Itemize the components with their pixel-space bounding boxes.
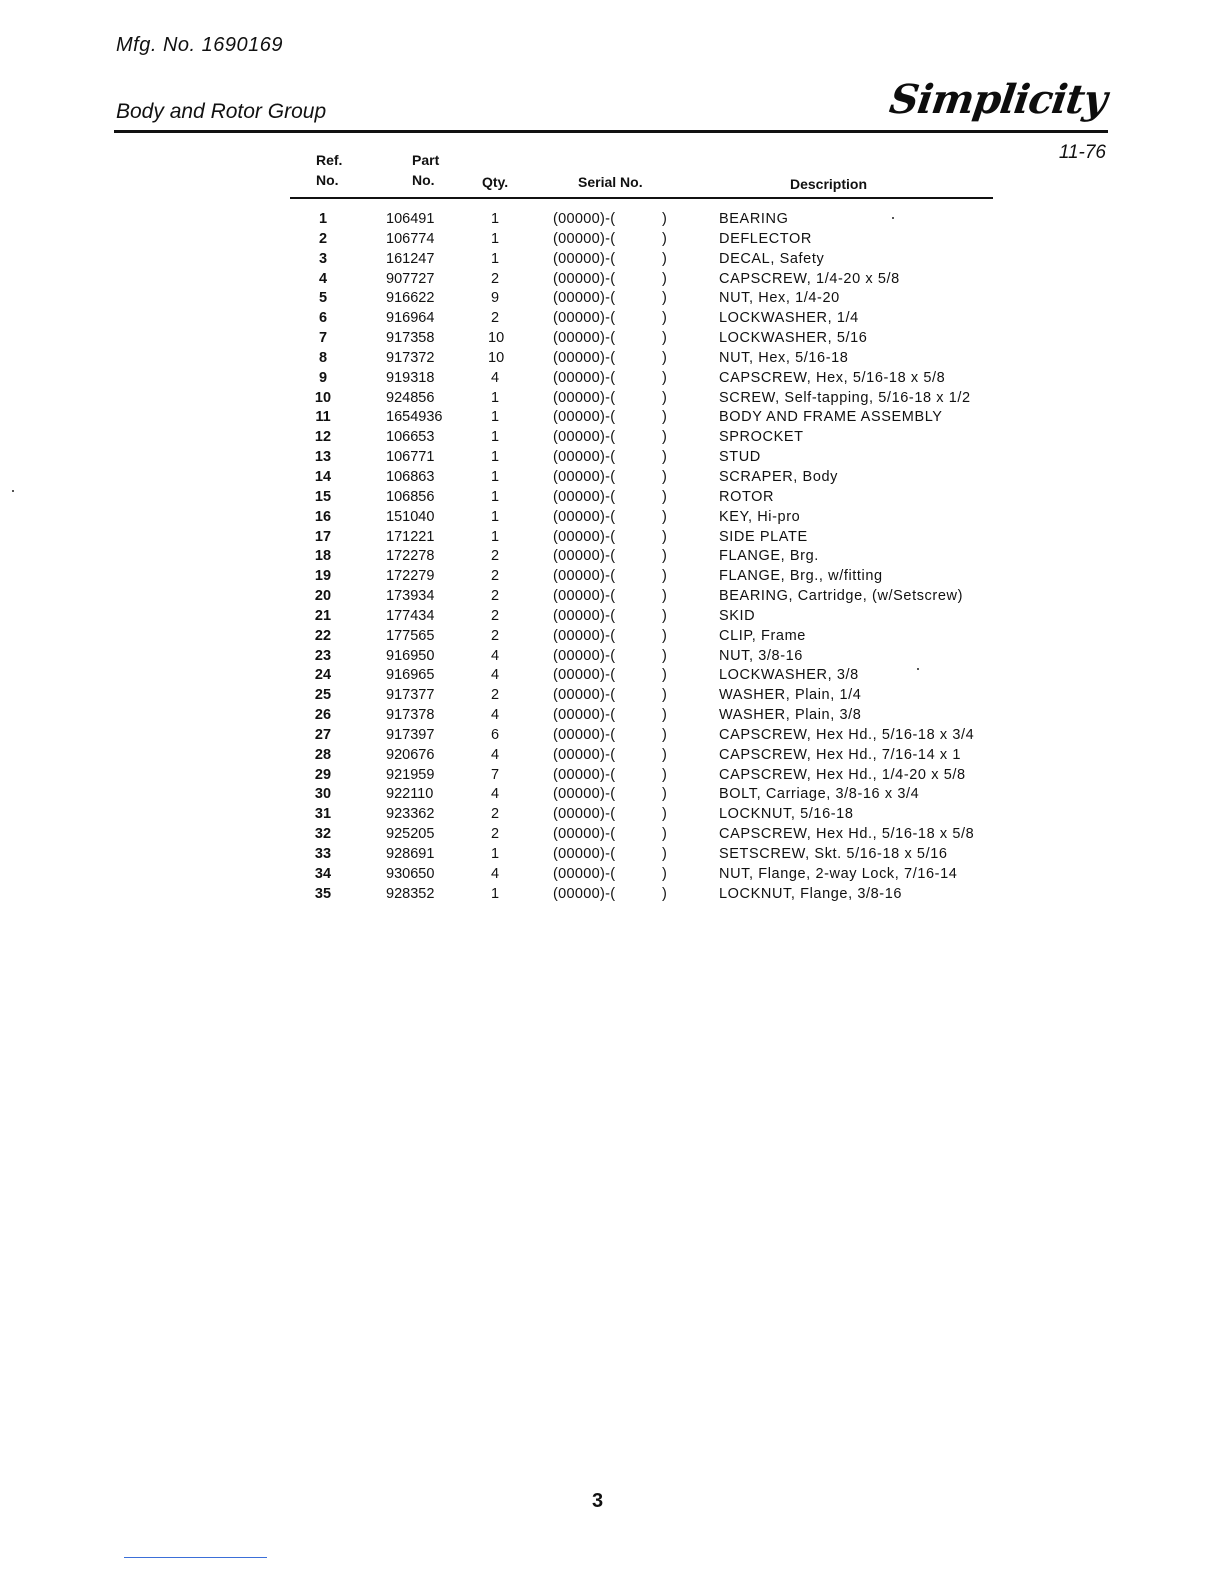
serial-number: (00000)-( [553, 667, 616, 684]
serial-number: (00000)-( [553, 766, 616, 783]
part-number: 172279 [386, 568, 435, 585]
description: SETSCREW, Skt. 5/16-18 x 5/16 [719, 846, 948, 862]
serial-number: (00000)-( [553, 865, 616, 882]
table-row [0, 586, 1224, 606]
ref-number: 12 [314, 429, 332, 446]
part-number: 151040 [386, 508, 435, 525]
serial-number: (00000)-( [553, 548, 616, 565]
column-header-description: Description [790, 176, 868, 192]
part-number: 917377 [386, 687, 435, 704]
quantity: 2 [490, 627, 500, 644]
serial-bracket: ) [662, 726, 667, 743]
description: DECAL, Safety [719, 250, 825, 267]
ref-number: 20 [314, 588, 332, 605]
part-number: 172278 [386, 548, 435, 565]
part-number: 916950 [386, 647, 435, 664]
table-row [0, 487, 1224, 507]
table-row [0, 705, 1224, 725]
ref-number: 7 [318, 330, 328, 347]
serial-bracket: ) [662, 230, 667, 247]
serial-number: (00000)-( [553, 369, 616, 386]
serial-number: (00000)-( [553, 429, 616, 446]
header-rule [114, 130, 1108, 133]
description: LOCKWASHER, 5/16 [719, 330, 868, 347]
column-header-rule [290, 197, 993, 199]
part-number: 922110 [386, 786, 434, 803]
description: CAPSCREW, Hex Hd., 7/16-14 x 1 [719, 746, 962, 763]
part-number: 106771 [386, 449, 435, 466]
quantity: 1 [490, 429, 500, 446]
serial-number: (00000)-( [553, 647, 616, 664]
ref-number: 14 [314, 468, 332, 485]
serial-bracket: ) [662, 349, 667, 366]
table-row [0, 784, 1224, 804]
ref-number: 26 [314, 707, 332, 724]
part-number: 928691 [386, 846, 435, 862]
part-number: 106653 [386, 429, 435, 446]
description: BODY AND FRAME ASSEMBLY [719, 409, 943, 426]
ref-number: 25 [314, 687, 332, 704]
table-row [0, 844, 1224, 864]
description: CAPSCREW, Hex Hd., 5/16-18 x 5/8 [719, 826, 975, 843]
ref-number: 9 [318, 369, 328, 386]
ref-number: 31 [314, 806, 332, 823]
serial-number: (00000)-( [553, 211, 616, 227]
part-number: 1654936 [386, 409, 443, 426]
ref-number: 30 [314, 786, 332, 803]
quantity: 4 [490, 667, 500, 684]
serial-bracket: ) [662, 806, 667, 823]
serial-number: (00000)-( [553, 826, 616, 843]
description: SCRAPER, Body [719, 468, 839, 485]
serial-bracket: ) [662, 786, 667, 803]
column-header-serial: Serial No. [578, 174, 643, 190]
table-row [0, 824, 1224, 844]
part-number: 923362 [386, 806, 435, 823]
quantity: 1 [490, 389, 500, 406]
quantity: 1 [490, 409, 500, 426]
quantity: 1 [490, 449, 500, 466]
ref-number: 16 [314, 508, 332, 525]
serial-bracket: ) [662, 746, 667, 763]
table-row [0, 864, 1224, 884]
scan-speck [892, 217, 894, 219]
part-number: 177434 [386, 607, 435, 624]
ref-number: 18 [314, 548, 332, 565]
column-header-ref-line1: Ref. [316, 152, 343, 168]
serial-bracket: ) [662, 865, 667, 882]
part-number: 177565 [386, 627, 435, 644]
quantity: 2 [490, 687, 500, 704]
part-number: 917378 [386, 707, 435, 724]
serial-bracket: ) [662, 468, 667, 485]
description: SKID [719, 607, 756, 624]
table-row [0, 546, 1224, 566]
part-number: 171221 [386, 528, 435, 545]
quantity: 1 [490, 250, 500, 267]
quantity: 2 [490, 270, 500, 287]
serial-number: (00000)-( [553, 687, 616, 704]
quantity: 4 [490, 707, 500, 724]
quantity: 2 [490, 806, 500, 823]
serial-number: (00000)-( [553, 330, 616, 347]
description: CAPSCREW, Hex, 5/16-18 x 5/8 [719, 369, 946, 386]
column-header-ref-line2: No. [316, 172, 339, 188]
ref-number: 15 [314, 488, 332, 505]
table-row [0, 388, 1224, 408]
description: NUT, Hex, 1/4-20 [719, 290, 840, 307]
description: LOCKWASHER, 3/8 [719, 667, 859, 684]
serial-number: (00000)-( [553, 449, 616, 466]
quantity: 2 [490, 588, 500, 605]
part-number: 907727 [386, 270, 435, 287]
serial-number: (00000)-( [553, 846, 616, 862]
serial-number: (00000)-( [553, 310, 616, 327]
serial-bracket: ) [662, 667, 667, 684]
description: LOCKNUT, Flange, 3/8-16 [719, 885, 903, 902]
part-number: 106863 [386, 468, 435, 485]
ref-number: 2 [318, 230, 328, 247]
quantity: 4 [490, 746, 500, 763]
serial-number: (00000)-( [553, 389, 616, 406]
serial-bracket: ) [662, 250, 667, 267]
table-row [0, 725, 1224, 745]
serial-bracket: ) [662, 508, 667, 525]
ref-number: 4 [318, 270, 328, 287]
quantity: 1 [490, 528, 500, 545]
part-number: 916622 [386, 290, 435, 307]
table-row [0, 328, 1224, 348]
quantity: 4 [490, 865, 500, 882]
quantity: 9 [490, 290, 500, 307]
quantity: 2 [490, 548, 500, 565]
ref-number: 10 [314, 389, 332, 406]
serial-bracket: ) [662, 429, 667, 446]
ref-number: 22 [314, 627, 332, 644]
description: NUT, Hex, 5/16-18 [719, 349, 849, 366]
ref-number: 27 [314, 726, 332, 743]
serial-bracket: ) [662, 826, 667, 843]
part-number: 917397 [386, 726, 435, 743]
part-number: 925205 [386, 826, 435, 843]
quantity: 1 [490, 230, 500, 247]
description: FLANGE, Brg. [719, 548, 819, 565]
description: BEARING [719, 211, 789, 227]
serial-number: (00000)-( [553, 250, 616, 267]
serial-bracket: ) [662, 588, 667, 605]
serial-number: (00000)-( [553, 568, 616, 585]
description: CAPSCREW, 1/4-20 x 5/8 [719, 270, 900, 287]
description: SPROCKET [719, 429, 804, 446]
quantity: 1 [490, 508, 500, 525]
serial-bracket: ) [662, 548, 667, 565]
serial-number: (00000)-( [553, 488, 616, 505]
table-row [0, 467, 1224, 487]
description: STUD [719, 449, 761, 466]
ref-number: 32 [314, 826, 332, 843]
part-number: 106491 [386, 211, 435, 227]
quantity: 1 [490, 468, 500, 485]
table-row [0, 566, 1224, 586]
serial-number: (00000)-( [553, 230, 616, 247]
serial-bracket: ) [662, 687, 667, 704]
quantity: 1 [490, 488, 500, 505]
part-number: 173934 [386, 588, 435, 605]
footer-line [124, 1557, 267, 1558]
description: CAPSCREW, Hex Hd., 1/4-20 x 5/8 [719, 766, 966, 783]
column-header-qty: Qty. [482, 174, 509, 190]
table-row [0, 646, 1224, 666]
table-row [0, 884, 1224, 904]
quantity: 1 [490, 211, 500, 227]
serial-number: (00000)-( [553, 707, 616, 724]
brand-logo: Simplicity [886, 76, 1110, 123]
serial-bracket: ) [662, 707, 667, 724]
column-header-part-line1: Part [412, 152, 440, 168]
description: DEFLECTOR [719, 230, 812, 247]
quantity: 2 [490, 568, 500, 585]
table-row [0, 229, 1224, 249]
part-number: 930650 [386, 865, 435, 882]
part-number: 106774 [386, 230, 435, 247]
part-number: 161247 [386, 250, 435, 267]
serial-number: (00000)-( [553, 468, 616, 485]
description: KEY, Hi-pro [719, 508, 801, 525]
ref-number: 24 [314, 667, 332, 684]
column-header-part [412, 150, 439, 190]
quantity: 2 [490, 310, 500, 327]
serial-bracket: ) [662, 627, 667, 644]
serial-bracket: ) [662, 449, 667, 466]
serial-number: (00000)-( [553, 885, 616, 902]
ref-number: 1 [318, 211, 328, 227]
table-row [0, 308, 1224, 328]
table-row [0, 507, 1224, 527]
serial-bracket: ) [662, 389, 667, 406]
serial-bracket: ) [662, 488, 667, 505]
table-row [0, 368, 1224, 388]
part-number: 916965 [386, 667, 435, 684]
table-row [0, 745, 1224, 765]
table-row [0, 665, 1224, 685]
serial-bracket: ) [662, 528, 667, 545]
table-row [0, 527, 1224, 547]
table-row [0, 626, 1224, 646]
serial-number: (00000)-( [553, 290, 616, 307]
serial-number: (00000)-( [553, 806, 616, 823]
description: SIDE PLATE [719, 528, 808, 545]
serial-number: (00000)-( [553, 746, 616, 763]
part-number: 928352 [386, 885, 435, 902]
description: CAPSCREW, Hex Hd., 5/16-18 x 3/4 [719, 726, 975, 743]
description: WASHER, Plain, 1/4 [719, 687, 862, 704]
serial-bracket: ) [662, 330, 667, 347]
serial-bracket: ) [662, 270, 667, 287]
description: CLIP, Frame [719, 627, 806, 644]
description: NUT, Flange, 2-way Lock, 7/16-14 [719, 865, 958, 882]
quantity: 4 [490, 786, 500, 803]
serial-bracket: ) [662, 846, 667, 862]
ref-number: 6 [318, 310, 328, 327]
scan-speck [917, 668, 919, 670]
serial-number: (00000)-( [553, 508, 616, 525]
quantity: 10 [488, 349, 505, 366]
serial-bracket: ) [662, 885, 667, 902]
table-row [0, 407, 1224, 427]
table-row [0, 804, 1224, 824]
serial-bracket: ) [662, 369, 667, 386]
serial-bracket: ) [662, 310, 667, 327]
parts-list [0, 209, 1224, 904]
description: BEARING, Cartridge, (w/Setscrew) [719, 588, 963, 605]
description: ROTOR [719, 488, 775, 505]
part-number: 920676 [386, 746, 435, 763]
ref-number: 34 [314, 865, 332, 882]
description: LOCKNUT, 5/16-18 [719, 806, 854, 823]
quantity: 4 [490, 647, 500, 664]
quantity: 10 [488, 330, 505, 347]
serial-number: (00000)-( [553, 726, 616, 743]
ref-number: 33 [314, 846, 332, 862]
serial-number: (00000)-( [553, 627, 616, 644]
description: BOLT, Carriage, 3/8-16 x 3/4 [719, 786, 920, 803]
table-row [0, 269, 1224, 289]
ref-number: 8 [318, 349, 328, 366]
table-row [0, 427, 1224, 447]
quantity: 6 [490, 726, 500, 743]
serial-number: (00000)-( [553, 786, 616, 803]
ref-number: 21 [314, 607, 332, 624]
ref-number: 29 [314, 766, 332, 783]
description: FLANGE, Brg., w/fitting [719, 568, 883, 585]
table-row [0, 606, 1224, 626]
column-header-ref [316, 150, 342, 190]
part-number: 919318 [386, 369, 435, 386]
part-number: 916964 [386, 310, 435, 327]
part-number: 917358 [386, 330, 435, 347]
description: NUT, 3/8-16 [719, 647, 803, 664]
quantity: 4 [490, 369, 500, 386]
serial-number: (00000)-( [553, 528, 616, 545]
mfg-number: Mfg. No. 1690169 [116, 34, 283, 56]
quantity: 7 [490, 766, 500, 783]
description: SCREW, Self-tapping, 5/16-18 x 1/2 [719, 389, 971, 406]
scan-speck [12, 490, 14, 492]
description: LOCKWASHER, 1/4 [719, 310, 859, 327]
serial-bracket: ) [662, 647, 667, 664]
serial-bracket: ) [662, 211, 667, 227]
ref-number: 5 [318, 290, 328, 307]
serial-number: (00000)-( [553, 270, 616, 287]
table-row [0, 288, 1224, 308]
ref-number: 28 [314, 746, 332, 763]
table-row [0, 765, 1224, 785]
serial-number: (00000)-( [553, 409, 616, 426]
quantity: 1 [490, 885, 500, 902]
serial-number: (00000)-( [553, 349, 616, 366]
section-title: Body and Rotor Group [116, 100, 327, 123]
ref-number: 19 [314, 568, 332, 585]
ref-number: 17 [314, 528, 332, 545]
part-number: 921959 [386, 766, 435, 783]
part-number: 917372 [386, 349, 435, 366]
column-header-part-line2: No. [412, 172, 435, 188]
table-row [0, 348, 1224, 368]
serial-bracket: ) [662, 766, 667, 783]
description: WASHER, Plain, 3/8 [719, 707, 862, 724]
date-code: 11-76 [1058, 142, 1106, 163]
serial-bracket: ) [662, 568, 667, 585]
ref-number: 23 [314, 647, 332, 664]
quantity: 2 [490, 826, 500, 843]
table-row [0, 249, 1224, 269]
serial-bracket: ) [662, 409, 667, 426]
serial-number: (00000)-( [553, 588, 616, 605]
ref-number: 11 [315, 409, 331, 426]
quantity: 2 [490, 607, 500, 624]
table-row [0, 447, 1224, 467]
serial-bracket: ) [662, 607, 667, 624]
serial-number: (00000)-( [553, 607, 616, 624]
table-row [0, 209, 1224, 229]
part-number: 106856 [386, 488, 435, 505]
quantity: 1 [490, 846, 500, 862]
page-number: 3 [592, 1490, 604, 1512]
ref-number: 35 [314, 885, 332, 902]
ref-number: 13 [314, 449, 332, 466]
serial-bracket: ) [662, 290, 667, 307]
ref-number: 3 [318, 250, 328, 267]
part-number: 924856 [386, 389, 435, 406]
table-row [0, 685, 1224, 705]
